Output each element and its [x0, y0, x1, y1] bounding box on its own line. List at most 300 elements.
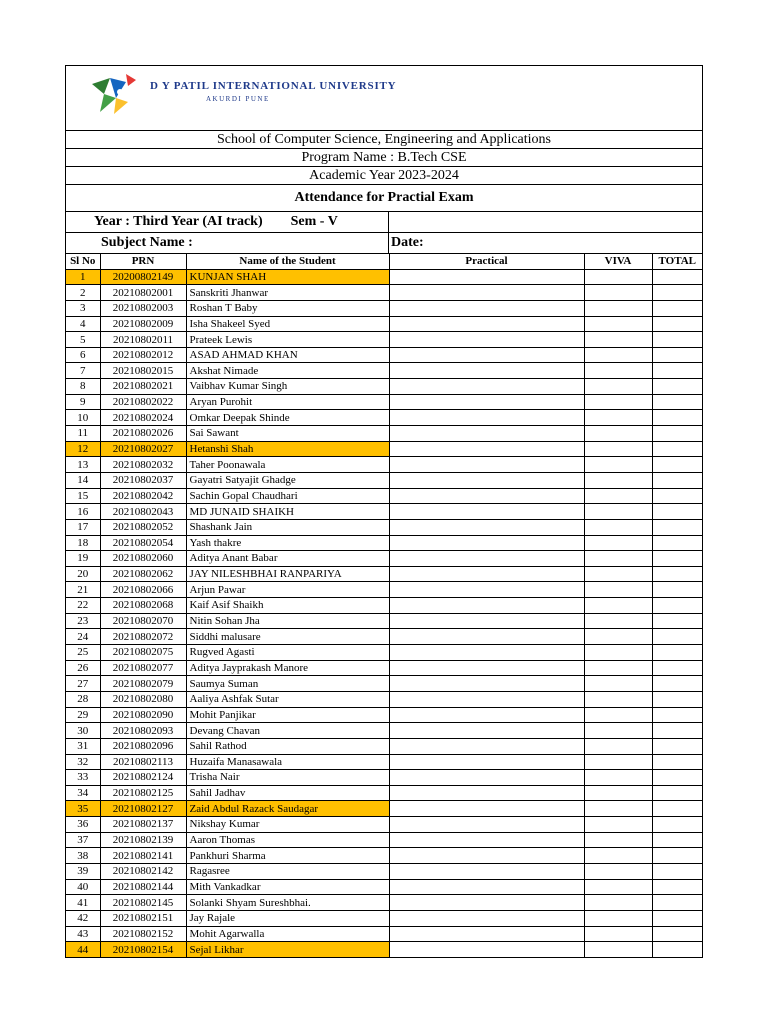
sl-no-cell: 36 [66, 817, 100, 833]
viva-cell[interactable] [584, 551, 652, 567]
student-name-cell: Aditya Jayprakash Manore [186, 660, 389, 676]
prn-cell: 20210802015 [100, 363, 186, 379]
table-row [66, 895, 702, 911]
practical-cell[interactable] [389, 300, 584, 316]
viva-cell[interactable] [584, 676, 652, 692]
student-name-cell: Vaibhav Kumar Singh [186, 379, 389, 395]
prn-cell: 20210802144 [100, 879, 186, 895]
student-name-cell: KUNJAN SHAH [186, 269, 389, 285]
table-row [66, 582, 702, 598]
sl-no-cell: 7 [66, 363, 100, 379]
prn-cell: 20210802141 [100, 848, 186, 864]
student-name-cell: Pankhuri Sharma [186, 848, 389, 864]
prn-cell: 20210802113 [100, 754, 186, 770]
viva-cell[interactable] [584, 457, 652, 473]
student-name-cell: MD JUNAID SHAIKH [186, 504, 389, 520]
table-row [66, 269, 702, 285]
sl-no-cell: 1 [66, 269, 100, 285]
table-row [66, 519, 702, 535]
practical-cell[interactable] [389, 895, 584, 911]
viva-cell[interactable] [584, 582, 652, 598]
prn-cell: 20210802009 [100, 316, 186, 332]
viva-cell[interactable] [584, 598, 652, 614]
total-cell[interactable] [652, 691, 702, 707]
total-cell[interactable] [652, 363, 702, 379]
practical-cell[interactable] [389, 347, 584, 363]
university-name: D Y PATIL INTERNATIONAL UNIVERSITY [150, 80, 397, 92]
student-name-cell: Zaid Abdul Razack Saudagar [186, 801, 389, 817]
practical-cell[interactable] [389, 488, 584, 504]
total-cell[interactable] [652, 519, 702, 535]
table-row [66, 379, 702, 395]
viva-cell[interactable] [584, 801, 652, 817]
prn-cell: 20210802075 [100, 645, 186, 661]
table-row [66, 394, 702, 410]
practical-cell[interactable] [389, 879, 584, 895]
prn-cell: 20210802079 [100, 676, 186, 692]
total-cell[interactable] [652, 504, 702, 520]
sl-no-cell: 4 [66, 316, 100, 332]
total-cell[interactable] [652, 598, 702, 614]
total-cell[interactable] [652, 566, 702, 582]
sl-no-cell: 8 [66, 379, 100, 395]
year-row-right-cell [389, 212, 702, 232]
total-cell[interactable] [652, 441, 702, 457]
viva-cell[interactable] [584, 879, 652, 895]
student-name-cell: Trisha Nair [186, 770, 389, 786]
total-cell[interactable] [652, 269, 702, 285]
viva-cell[interactable] [584, 785, 652, 801]
total-cell[interactable] [652, 582, 702, 598]
prn-cell: 20210802125 [100, 785, 186, 801]
total-cell[interactable] [652, 645, 702, 661]
table-row [66, 363, 702, 379]
attendance-table [66, 254, 702, 957]
table-row [66, 848, 702, 864]
prn-cell: 20210802077 [100, 660, 186, 676]
table-row [66, 676, 702, 692]
prn-cell: 20210802026 [100, 426, 186, 442]
student-name-cell: Roshan T Baby [186, 300, 389, 316]
total-cell[interactable] [652, 332, 702, 348]
total-cell[interactable] [652, 394, 702, 410]
total-cell[interactable] [652, 379, 702, 395]
viva-cell[interactable] [584, 629, 652, 645]
sl-no-cell: 2 [66, 285, 100, 301]
table-row [66, 832, 702, 848]
col-header-viva: VIVA [584, 254, 652, 269]
student-name-cell: Siddhi malusare [186, 629, 389, 645]
viva-cell[interactable] [584, 472, 652, 488]
sl-no-cell: 22 [66, 598, 100, 614]
practical-cell[interactable] [389, 410, 584, 426]
student-name-cell: Prateek Lewis [186, 332, 389, 348]
viva-cell[interactable] [584, 410, 652, 426]
viva-cell[interactable] [584, 519, 652, 535]
sl-no-cell: 38 [66, 848, 100, 864]
table-row [66, 551, 702, 567]
table-row [66, 910, 702, 926]
practical-cell[interactable] [389, 504, 584, 520]
prn-cell: 20210802003 [100, 300, 186, 316]
viva-cell[interactable] [584, 848, 652, 864]
practical-cell[interactable] [389, 629, 584, 645]
table-row [66, 300, 702, 316]
prn-cell: 20210802154 [100, 942, 186, 957]
total-cell[interactable] [652, 613, 702, 629]
practical-cell[interactable] [389, 942, 584, 957]
prn-cell: 20210802022 [100, 394, 186, 410]
practical-cell[interactable] [389, 910, 584, 926]
sl-no-cell: 40 [66, 879, 100, 895]
table-row [66, 645, 702, 661]
table-row [66, 754, 702, 770]
practical-cell[interactable] [389, 285, 584, 301]
viva-cell[interactable] [584, 754, 652, 770]
viva-cell[interactable] [584, 363, 652, 379]
prn-cell: 20210802054 [100, 535, 186, 551]
sl-no-cell: 27 [66, 676, 100, 692]
prn-cell: 20210802072 [100, 629, 186, 645]
practical-cell[interactable] [389, 582, 584, 598]
table-row [66, 785, 702, 801]
viva-cell[interactable] [584, 504, 652, 520]
student-name-cell: Huzaifa Manasawala [186, 754, 389, 770]
total-cell[interactable] [652, 879, 702, 895]
sl-no-cell: 28 [66, 691, 100, 707]
practical-cell[interactable] [389, 660, 584, 676]
school-name: School of Computer Science, Engineering and Applications [66, 131, 702, 149]
practical-cell[interactable] [389, 801, 584, 817]
student-name-cell: Sachin Gopal Chaudhari [186, 488, 389, 504]
student-name-cell: Mohit Panjikar [186, 707, 389, 723]
prn-cell: 20210802024 [100, 410, 186, 426]
viva-cell[interactable] [584, 300, 652, 316]
prn-cell: 20210802080 [100, 691, 186, 707]
total-cell[interactable] [652, 895, 702, 911]
sl-no-cell: 42 [66, 910, 100, 926]
student-name-cell: Aditya Anant Babar [186, 551, 389, 567]
sl-no-cell: 11 [66, 426, 100, 442]
prn-cell: 20210802042 [100, 488, 186, 504]
sl-no-cell: 19 [66, 551, 100, 567]
prn-cell: 20200802149 [100, 269, 186, 285]
prn-cell: 20210802001 [100, 285, 186, 301]
viva-cell[interactable] [584, 285, 652, 301]
viva-cell[interactable] [584, 269, 652, 285]
table-row [66, 472, 702, 488]
practical-cell[interactable] [389, 848, 584, 864]
sl-no-cell: 23 [66, 613, 100, 629]
total-cell[interactable] [652, 910, 702, 926]
practical-cell[interactable] [389, 394, 584, 410]
table-row [66, 285, 702, 301]
sl-no-cell: 15 [66, 488, 100, 504]
viva-cell[interactable] [584, 645, 652, 661]
student-name-cell: Gayatri Satyajit Ghadge [186, 472, 389, 488]
total-cell[interactable] [652, 426, 702, 442]
sl-no-cell: 6 [66, 347, 100, 363]
prn-cell: 20210802012 [100, 347, 186, 363]
subject-name-label: Subject Name : [66, 233, 389, 253]
table-row [66, 426, 702, 442]
practical-cell[interactable] [389, 676, 584, 692]
prn-cell: 20210802070 [100, 613, 186, 629]
sl-no-cell: 20 [66, 566, 100, 582]
table-row [66, 707, 702, 723]
table-row [66, 613, 702, 629]
practical-cell[interactable] [389, 738, 584, 754]
student-name-cell: Aaliya Ashfak Sutar [186, 691, 389, 707]
sl-no-cell: 37 [66, 832, 100, 848]
viva-cell[interactable] [584, 488, 652, 504]
practical-cell[interactable] [389, 817, 584, 833]
table-row [66, 535, 702, 551]
practical-cell[interactable] [389, 598, 584, 614]
viva-cell[interactable] [584, 723, 652, 739]
student-name-cell: Aaron Thomas [186, 832, 389, 848]
student-name-cell: Mohit Agarwalla [186, 926, 389, 942]
sl-no-cell: 39 [66, 863, 100, 879]
table-row [66, 879, 702, 895]
viva-cell[interactable] [584, 441, 652, 457]
student-name-cell: Shashank Jain [186, 519, 389, 535]
viva-cell[interactable] [584, 394, 652, 410]
student-name-cell: Sejal Likhar [186, 942, 389, 957]
prn-cell: 20210802090 [100, 707, 186, 723]
sl-no-cell: 31 [66, 738, 100, 754]
student-name-cell: Kaif Asif Shaikh [186, 598, 389, 614]
sl-no-cell: 26 [66, 660, 100, 676]
practical-cell[interactable] [389, 472, 584, 488]
total-cell[interactable] [652, 300, 702, 316]
viva-cell[interactable] [584, 926, 652, 942]
total-cell[interactable] [652, 707, 702, 723]
total-cell[interactable] [652, 316, 702, 332]
student-name-cell: Nikshay Kumar [186, 817, 389, 833]
practical-cell[interactable] [389, 566, 584, 582]
sem-label: Sem - V [290, 214, 338, 229]
viva-cell[interactable] [584, 332, 652, 348]
subject-row [66, 233, 702, 254]
prn-cell: 20210802093 [100, 723, 186, 739]
student-name-cell: Taher Poonawala [186, 457, 389, 473]
prn-cell: 20210802145 [100, 895, 186, 911]
practical-cell[interactable] [389, 754, 584, 770]
practical-cell[interactable] [389, 551, 584, 567]
practical-cell[interactable] [389, 441, 584, 457]
viva-cell[interactable] [584, 347, 652, 363]
prn-cell: 20210802151 [100, 910, 186, 926]
viva-cell[interactable] [584, 770, 652, 786]
total-cell[interactable] [652, 457, 702, 473]
col-header-prn: PRN [100, 254, 186, 269]
sl-no-cell: 14 [66, 472, 100, 488]
practical-cell[interactable] [389, 645, 584, 661]
table-row [66, 723, 702, 739]
viva-cell[interactable] [584, 895, 652, 911]
total-cell[interactable] [652, 551, 702, 567]
practical-cell[interactable] [389, 316, 584, 332]
table-row [66, 817, 702, 833]
table-row [66, 347, 702, 363]
table-row [66, 457, 702, 473]
student-name-cell: Rugved Agasti [186, 645, 389, 661]
viva-cell[interactable] [584, 942, 652, 957]
practical-cell[interactable] [389, 785, 584, 801]
total-cell[interactable] [652, 285, 702, 301]
viva-cell[interactable] [584, 832, 652, 848]
student-name-cell: Arjun Pawar [186, 582, 389, 598]
prn-cell: 20210802011 [100, 332, 186, 348]
viva-cell[interactable] [584, 426, 652, 442]
total-cell[interactable] [652, 848, 702, 864]
total-cell[interactable] [652, 832, 702, 848]
total-cell[interactable] [652, 817, 702, 833]
viva-cell[interactable] [584, 379, 652, 395]
total-cell[interactable] [652, 801, 702, 817]
year-row [66, 212, 702, 233]
table-row [66, 504, 702, 520]
total-cell[interactable] [652, 488, 702, 504]
table-row [66, 332, 702, 348]
total-cell[interactable] [652, 676, 702, 692]
table-row [66, 926, 702, 942]
prn-cell: 20210802139 [100, 832, 186, 848]
practical-cell[interactable] [389, 519, 584, 535]
sl-no-cell: 18 [66, 535, 100, 551]
viva-cell[interactable] [584, 613, 652, 629]
practical-cell[interactable] [389, 832, 584, 848]
table-row [66, 488, 702, 504]
col-header-practical: Practical [389, 254, 584, 269]
practical-cell[interactable] [389, 707, 584, 723]
sl-no-cell: 43 [66, 926, 100, 942]
student-name-cell: Jay Rajale [186, 910, 389, 926]
student-name-cell: Devang Chavan [186, 723, 389, 739]
student-name-cell: Sanskriti Jhanwar [186, 285, 389, 301]
prn-cell: 20210802137 [100, 817, 186, 833]
viva-cell[interactable] [584, 863, 652, 879]
prn-cell: 20210802032 [100, 457, 186, 473]
sl-no-cell: 3 [66, 300, 100, 316]
prn-cell: 20210802037 [100, 472, 186, 488]
table-row [66, 691, 702, 707]
total-cell[interactable] [652, 942, 702, 957]
sl-no-cell: 17 [66, 519, 100, 535]
total-cell[interactable] [652, 410, 702, 426]
col-header-name: Name of the Student [186, 254, 389, 269]
sl-no-cell: 34 [66, 785, 100, 801]
viva-cell[interactable] [584, 660, 652, 676]
practical-cell[interactable] [389, 426, 584, 442]
practical-cell[interactable] [389, 863, 584, 879]
total-cell[interactable] [652, 629, 702, 645]
university-location: AKURDI PUNE [206, 95, 270, 103]
sl-no-cell: 9 [66, 394, 100, 410]
total-cell[interactable] [652, 926, 702, 942]
sheet-title: Attendance for Practial Exam [66, 185, 702, 212]
sl-no-cell: 33 [66, 770, 100, 786]
sl-no-cell: 13 [66, 457, 100, 473]
student-name-cell: Solanki Shyam Sureshbhai. [186, 895, 389, 911]
table-row [66, 660, 702, 676]
student-name-cell: Yash thakre [186, 535, 389, 551]
viva-cell[interactable] [584, 691, 652, 707]
prn-cell: 20210802062 [100, 566, 186, 582]
prn-cell: 20210802021 [100, 379, 186, 395]
sl-no-cell: 32 [66, 754, 100, 770]
sl-no-cell: 35 [66, 801, 100, 817]
prn-cell: 20210802027 [100, 441, 186, 457]
practical-cell[interactable] [389, 926, 584, 942]
date-label: Date: [391, 235, 424, 250]
prn-cell: 20210802142 [100, 863, 186, 879]
table-row [66, 316, 702, 332]
col-header-total: TOTAL [652, 254, 702, 269]
total-cell[interactable] [652, 660, 702, 676]
student-name-cell: Saumya Suman [186, 676, 389, 692]
viva-cell[interactable] [584, 707, 652, 723]
practical-cell[interactable] [389, 770, 584, 786]
prn-cell: 20210802127 [100, 801, 186, 817]
total-cell[interactable] [652, 770, 702, 786]
practical-cell[interactable] [389, 379, 584, 395]
total-cell[interactable] [652, 535, 702, 551]
total-cell[interactable] [652, 863, 702, 879]
practical-cell[interactable] [389, 613, 584, 629]
sl-no-cell: 30 [66, 723, 100, 739]
sl-no-cell: 21 [66, 582, 100, 598]
viva-cell[interactable] [584, 817, 652, 833]
viva-cell[interactable] [584, 566, 652, 582]
practical-cell[interactable] [389, 691, 584, 707]
logo-header [66, 66, 702, 131]
student-name-cell: Aryan Purohit [186, 394, 389, 410]
practical-cell[interactable] [389, 332, 584, 348]
prn-cell: 20210802096 [100, 738, 186, 754]
table-row [66, 566, 702, 582]
total-cell[interactable] [652, 723, 702, 739]
practical-cell[interactable] [389, 457, 584, 473]
student-name-cell: JAY NILESHBHAI RANPARIYA [186, 566, 389, 582]
viva-cell[interactable] [584, 738, 652, 754]
practical-cell[interactable] [389, 535, 584, 551]
viva-cell[interactable] [584, 910, 652, 926]
prn-cell: 20210802152 [100, 926, 186, 942]
practical-cell[interactable] [389, 269, 584, 285]
viva-cell[interactable] [584, 535, 652, 551]
student-name-cell: Ragasree [186, 863, 389, 879]
total-cell[interactable] [652, 472, 702, 488]
viva-cell[interactable] [584, 316, 652, 332]
table-row [66, 629, 702, 645]
student-name-cell: ASAD AHMAD KHAN [186, 347, 389, 363]
program-name: Program Name : B.Tech CSE [66, 149, 702, 167]
practical-cell[interactable] [389, 363, 584, 379]
student-name-cell: Sahil Rathod [186, 738, 389, 754]
academic-year: Academic Year 2023-2024 [66, 167, 702, 185]
practical-cell[interactable] [389, 723, 584, 739]
prn-cell: 20210802124 [100, 770, 186, 786]
total-cell[interactable] [652, 785, 702, 801]
student-name-cell: Sai Sawant [186, 426, 389, 442]
total-cell[interactable] [652, 347, 702, 363]
student-name-cell: Omkar Deepak Shinde [186, 410, 389, 426]
total-cell[interactable] [652, 754, 702, 770]
table-row [66, 770, 702, 786]
total-cell[interactable] [652, 738, 702, 754]
